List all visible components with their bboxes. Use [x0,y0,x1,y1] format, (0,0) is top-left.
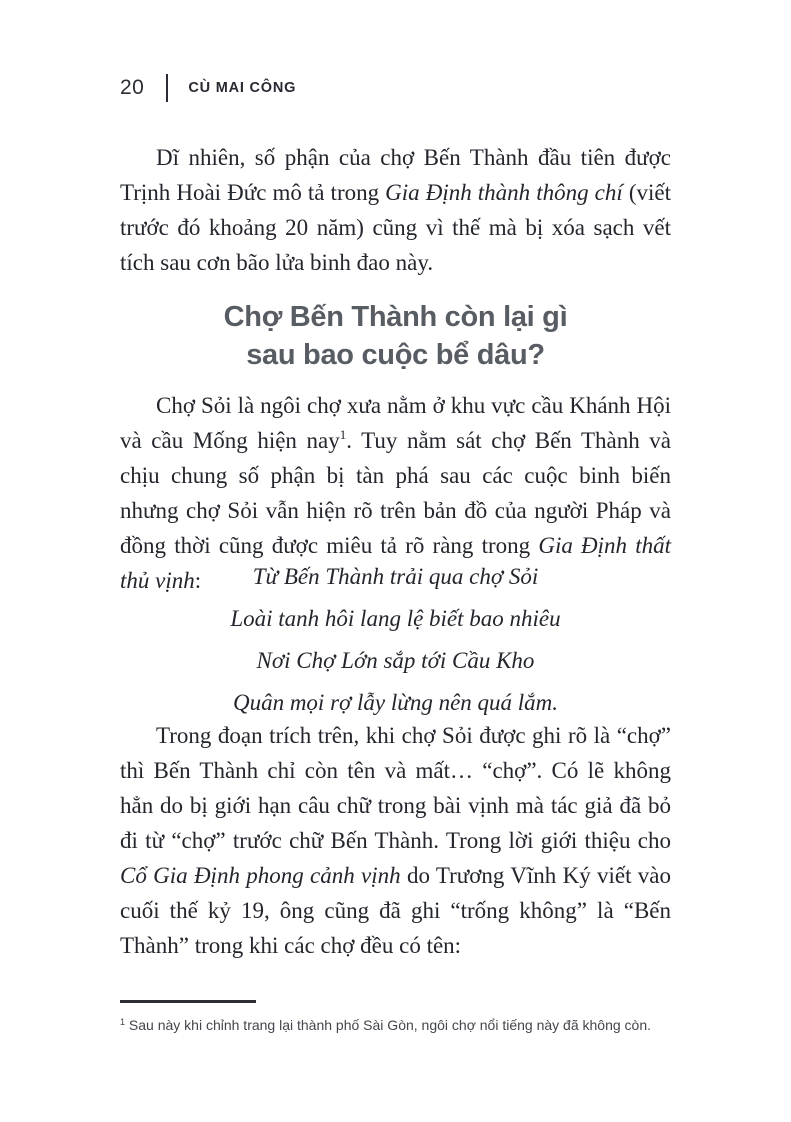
verse-line-1: Từ Bến Thành trải qua chợ Sỏi [252,564,539,589]
verse-line-4: Quân mọi rợ lẫy lừng nên quá lắm. [232,690,559,715]
footnote-reference-1: 1 [339,427,347,442]
footnote-rule [120,1000,256,1003]
section-heading [120,298,671,374]
verse-line-2: Loài tanh hôi lang lệ biết bao nhiêu [230,606,561,631]
verse-block [120,560,671,728]
paragraph-3-text-cont: do Trương Vĩnh Ký viết vào cuối thế kỷ 19, ông cũng đã ghi “trống không” là “Bến Thành” trong khi các chợ đều có tên: [120,863,671,958]
book-title-gia-dinh-that-thu-vinh: Gia Định thất thủ vịnh [120,533,671,593]
paragraph-1-text: Dĩ nhiên, số phận của chợ Bến Thành đầu tiên được Trịnh Hoài Đức mô tả trong [120,145,671,205]
page-number: 20 [120,76,145,99]
paragraph-3-text: Trong đoạn trích trên, khi chợ Sỏi được ghi rõ là “chợ” thì Bến Thành chỉ còn tên và mất… “chợ”. Có lẽ không hẳn do bị giới hạn câu chữ trong bài vịnh mà tác giả đã bỏ đi từ “chợ” trước chữ Bến Thành. Trong lời giới thiệu cho [120,723,671,853]
paragraph-1 [120,140,671,280]
book-title-co-gia-dinh-phong-canh-vinh: Cổ Gia Định phong cảnh vịnh [120,863,401,888]
paragraph-2-text: Chợ Sỏi là ngôi chợ xưa nằm ở khu vực cầu Khánh Hội và cầu Mống hiện nay [120,393,671,453]
paragraph-2-text-cont: . Tuy nằm sát chợ Bến Thành và chịu chung số phận bị tàn phá sau các cuộc binh biến nhưng chợ Sỏi vẫn hiện rõ trên bản đồ của người Pháp và đồng thời cũng được miêu tả rõ ràng trong [120,428,671,558]
paragraph-1-text-cont: (viết trước đó khoảng 20 năm) cũng vì thế mà bị xóa sạch vết tích sau cơn bão lửa binh đao này. [120,180,671,275]
section-heading-line-1: Chợ Bến Thành còn lại gì [223,301,568,333]
paragraph-3 [120,718,671,963]
footnote [120,1013,680,1035]
book-title-gia-dinh-thanh-thong-chi: Gia Định thành thông chí [385,180,623,205]
header-divider [166,74,168,102]
verse-line-3: Nơi Chợ Lớn sắp tới Cầu Kho [256,648,535,673]
footnote-text: Sau này khi chỉnh trang lại thành phố Sài Gòn, ngôi chợ nổi tiếng này đã không còn. [125,1017,651,1033]
running-title: CÙ MAI CÔNG [188,80,297,96]
paragraph-2-colon: : [194,568,202,593]
running-header [120,74,296,102]
section-heading-line-2: sau bao cuộc bể dâu? [246,339,545,371]
footnote-marker: 1 [120,1017,126,1027]
